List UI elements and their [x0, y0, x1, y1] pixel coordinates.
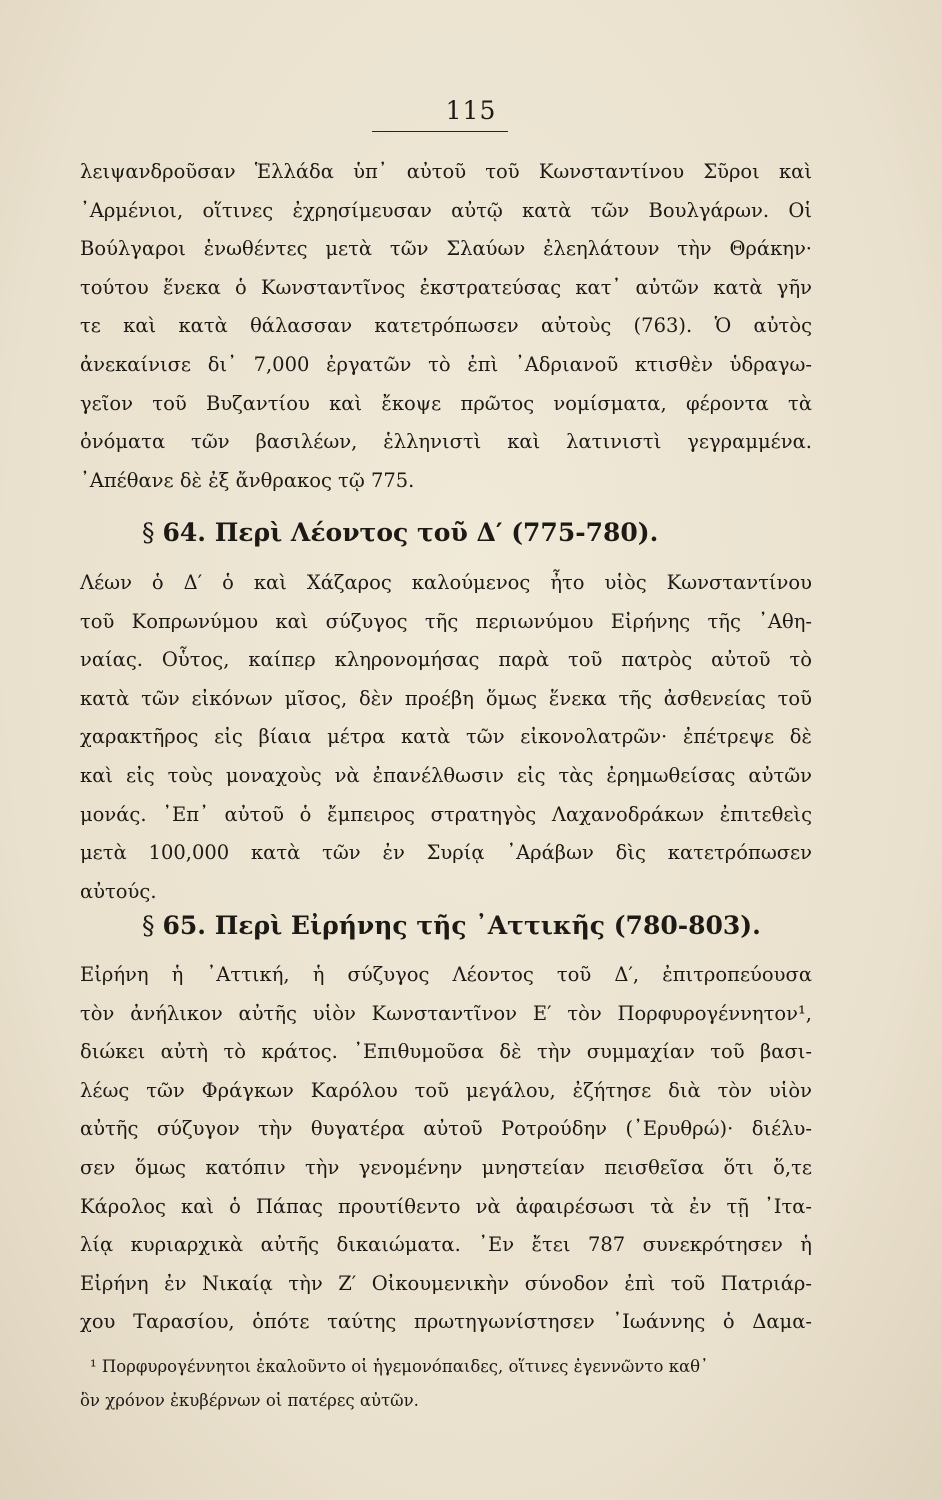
text-line: σεν ὅμως κατόπιν τὴν γενομένην μνηστείαν πεισθεῖσα ὅτι ὅ,τε: [80, 1155, 812, 1179]
text-line: διώκει αὐτὴ τὸ κράτος. ᾽Επιθυμοῦσα δὲ τὴν συμμαχίαν τοῦ βασι-: [80, 1040, 812, 1064]
footnote-line: ¹ Πορφυρογέννητοι ἐκαλοῦντο οἱ ἡγεμονόπαιδες, οἵτινες ἐγεννῶντο καθ᾽: [90, 1357, 709, 1376]
text-line: ναίας. Οὗτος, καίπερ κληρονομήσας παρὰ τοῦ πατρὸς αὐτοῦ τὸ: [80, 648, 812, 672]
text-line: γεῖον τοῦ Βυζαντίου καὶ ἔκοψε πρῶτος νομίσματα, φέροντα τὰ: [80, 391, 812, 415]
section-heading-65: [142, 911, 842, 940]
text-line: Εἰρήνη ἐν Νικαίᾳ τὴν Ζ′ Οἰκουμενικὴν σύνοδον ἐπὶ τοῦ Πατριάρ-: [80, 1271, 812, 1295]
text-line: τὸν ἀνήλικον αὐτῆς υἱὸν Κωνσταντῖνον Ε′ τὸν Πορφυρογέννητον¹,: [80, 1001, 812, 1025]
section-title: 64. Περὶ Λέοντος τοῦ Δ′ (775-780).: [162, 518, 659, 547]
section-symbol: §: [142, 518, 155, 547]
text-line: Κάρολος καὶ ὁ Πάπας προυτίθεντο νὰ ἀφαιρέσωσι τὰ ἐν τῇ ᾽Ιτα-: [80, 1194, 812, 1218]
text-line: ὀνόματα τῶν βασιλέων, ἑλληνιστὶ καὶ λατινιστὶ γεγραμμένα.: [80, 430, 812, 454]
text-line: τοῦ Κοπρωνύμου καὶ σύζυγος τῆς περιωνύμου Εἰρήνης τῆς ᾽Αθη-: [80, 609, 812, 633]
paragraph-2: [80, 564, 812, 911]
text-line: κατὰ τῶν εἰκόνων μῖσος, δὲν προέβη ὅμως ἕνεκα τῆς ἀσθενείας τοῦ: [80, 686, 812, 710]
text-line: ᾽Αρμένιοι, οἵτινες ἐχρησίμευσαν αὐτῷ κατὰ τῶν Βουλγάρων. Οἱ: [80, 198, 812, 222]
text-line: αὐτῆς σύζυγον τὴν θυγατέρα αὐτοῦ Ροτρούδην (᾽Ερυθρώ)· διέλυ-: [80, 1117, 812, 1141]
text-line: καὶ εἰς τοὺς μοναχοὺς νὰ ἐπανέλθωσιν εἰς τὰς ἐρημωθείσας αὐτῶν: [80, 763, 812, 787]
paragraph-3: [80, 956, 812, 1342]
footnotes: [80, 1350, 812, 1418]
section-symbol: §: [142, 911, 155, 940]
text-line: μονάς. ᾽Επ᾽ αὐτοῦ ὁ ἔμπειρος στρατηγὸς Λαχανοδράκων ἐπιτεθεὶς: [80, 802, 812, 826]
text-line: Εἰρήνη ἡ ᾽Αττική, ἡ σύζυγος Λέοντος τοῦ Δ′, ἐπιτροπεύουσα: [80, 963, 812, 986]
text-line: λειψανδροῦσαν Ἑλλάδα ὑπ᾽ αὐτοῦ τοῦ Κωνσταντίνου Σῦροι καὶ: [80, 160, 812, 183]
text-line: ἀνεκαίνισε δι᾽ 7,000 ἐργατῶν τὸ ἐπὶ ᾽Αδριανοῦ κτισθὲν ὑδραγω-: [80, 352, 812, 376]
paragraph-1: [80, 153, 812, 500]
text-line: λέως τῶν Φράγκων Καρόλου τοῦ μεγάλου, ἐζήτησε διὰ τὸν υἱὸν: [80, 1078, 812, 1102]
text-line: Λέων ὁ Δ′ ὁ καὶ Χάζαρος καλούμενος ἦτο υἱὸς Κωνσταντίνου: [80, 571, 812, 594]
footnote-line: ὃν χρόνον ἐκυβέρνων οἱ πατέρες αὐτῶν.: [80, 1391, 419, 1410]
text-line: αὐτούς.: [80, 879, 157, 903]
section-title: 65. Περὶ Εἰρήνης τῆς ᾽Αττικῆς (780-803).: [162, 911, 761, 940]
text-line: τε καὶ κατὰ θάλασσαν κατετρόπωσεν αὐτοὺς (763). Ὁ αὐτὸς: [80, 314, 812, 338]
page-number: 115: [445, 96, 497, 125]
text-line: χου Ταρασίου, ὁπότε ταύτης πρωτηγωνίστησεν ᾽Ιωάννης ὁ Δαμα-: [80, 1310, 812, 1334]
text-line: χαρακτῆρος εἰς βίαια μέτρα κατὰ τῶν εἰκονολατρῶν· ἐπέτρεψε δὲ: [80, 725, 812, 749]
text-line: ᾽Απέθανε δὲ ἐξ ἄνθρακος τῷ 775.: [80, 468, 415, 492]
text-line: τούτου ἕνεκα ὁ Κωνσταντῖνος ἐκστρατεύσας κατ᾽ αὐτῶν κατὰ γῆν: [80, 275, 812, 299]
header-rule: [372, 131, 508, 132]
section-heading-64: [142, 518, 842, 547]
text-line: Βούλγαροι ἑνωθέντες μετὰ τῶν Σλαύων ἐλεηλάτουν τὴν Θράκην·: [80, 237, 812, 261]
text-line: λίᾳ κυριαρχικὰ αὐτῆς δικαιώματα. ᾽Εν ἔτει 787 συνεκρότησεν ἡ: [80, 1233, 812, 1257]
text-line: μετὰ 100,000 κατὰ τῶν ἐν Συρίᾳ ᾽Αράβων δὶς κατετρόπωσεν: [80, 841, 812, 865]
